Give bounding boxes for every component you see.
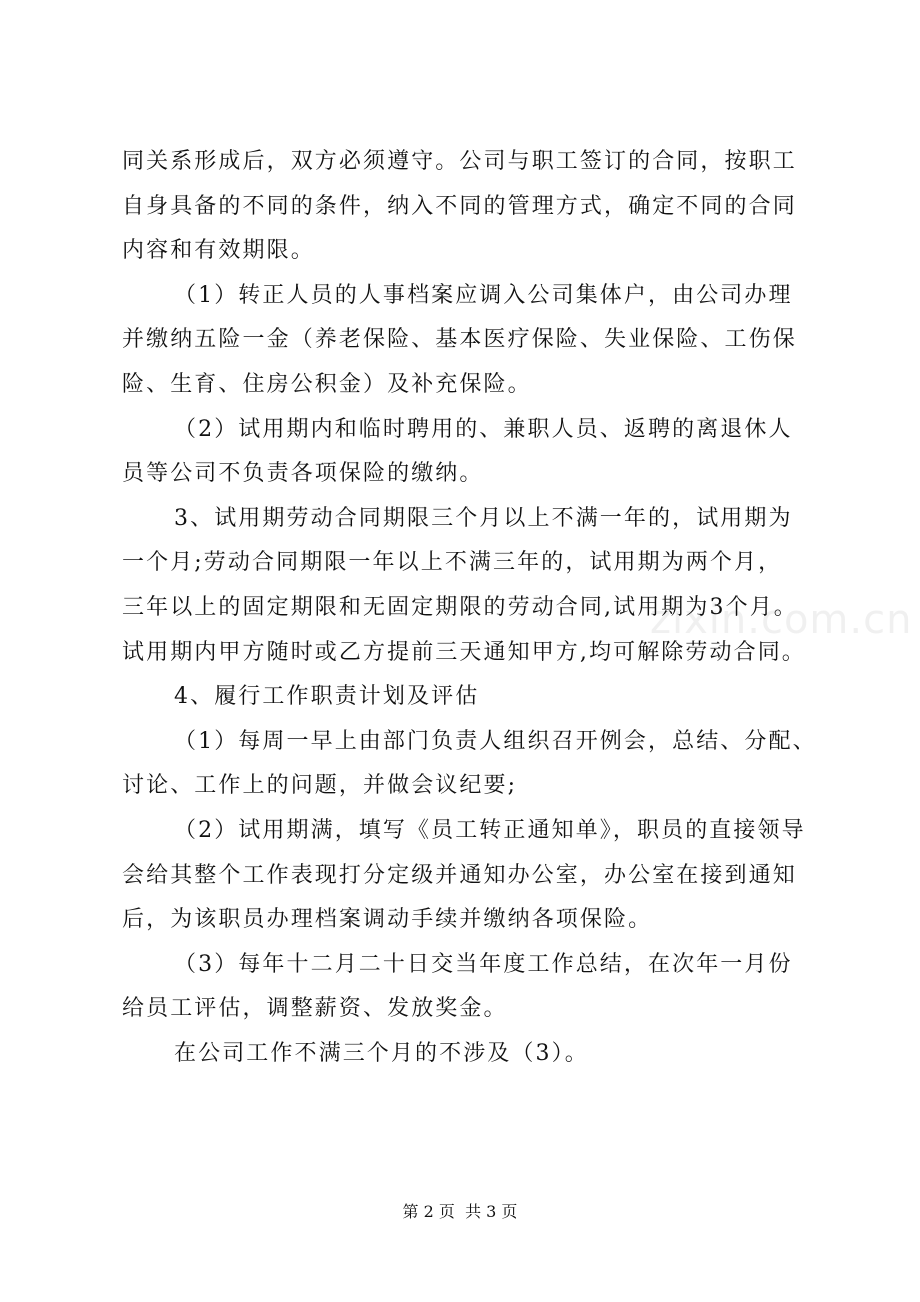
text-line: 内容和有效期限。 xyxy=(122,238,315,264)
text-line: （1）转正人员的人事档案应调入公司集体户，由公司办理 xyxy=(174,282,793,308)
text-line: （3）每年十二月二十日交当年度工作总结，在次年一月份 xyxy=(174,951,793,977)
text-line: 三年以上的固定期限和无固定期限的劳动合同,试用期为3个月。 xyxy=(122,594,798,620)
text-line: （1）每周一早上由部门负责人组织召开例会，总结、分配、 xyxy=(174,728,817,754)
page-footer xyxy=(0,1200,920,1224)
text-line: （2）试用期内和临时聘用的、兼职人员、返聘的离退休人 xyxy=(174,416,793,442)
text-line: 险、生育、住房公积金）及补充保险。 xyxy=(122,371,532,397)
text-line: 一个月;劳动合同期限一年以上不满三年的，试用期为两个月， xyxy=(122,550,783,576)
text-line: 试用期内甲方随时或乙方提前三天通知甲方,均可解除劳动合同。 xyxy=(122,639,806,665)
text-line: 给员工评估，调整薪资、发放奖金。 xyxy=(122,996,508,1022)
text-line: 后，为该职员办理档案调动手续并缴纳各项保险。 xyxy=(122,907,653,933)
text-line: 4、履行工作职责计划及评估 xyxy=(174,684,480,710)
text-line: 自身具备的不同的条件，纳入不同的管理方式，确定不同的合同 xyxy=(122,193,797,219)
text-line: 在公司工作不满三个月的不涉及（3）。 xyxy=(174,1040,589,1066)
text-line: 3、试用期劳动合同期限三个月以上不满一年的，试用期为 xyxy=(174,505,793,531)
text-line: 员等公司不负责各项保险的缴纳。 xyxy=(122,461,484,487)
text-line: （2）试用期满，填写《员工转正通知单》，职员的直接领导 xyxy=(174,817,806,843)
text-line: 同关系形成后，双方必须遵守。公司与职工签订的合同，按职工 xyxy=(122,149,797,174)
page-number-label: 第 2 页 共 3 页 xyxy=(402,1202,518,1221)
text-line: 并缴纳五险一金（养老保险、基本医疗保险、失业保险、工伤保 xyxy=(122,327,797,353)
watermark: zixin.com.cn xyxy=(650,597,913,643)
text-line: 讨论、工作上的问题，并做会议纪要; xyxy=(122,773,518,799)
text-line: 会给其整个工作表现打分定级并通知办公室，办公室在接到通知 xyxy=(122,862,797,888)
document-body xyxy=(122,140,817,1076)
